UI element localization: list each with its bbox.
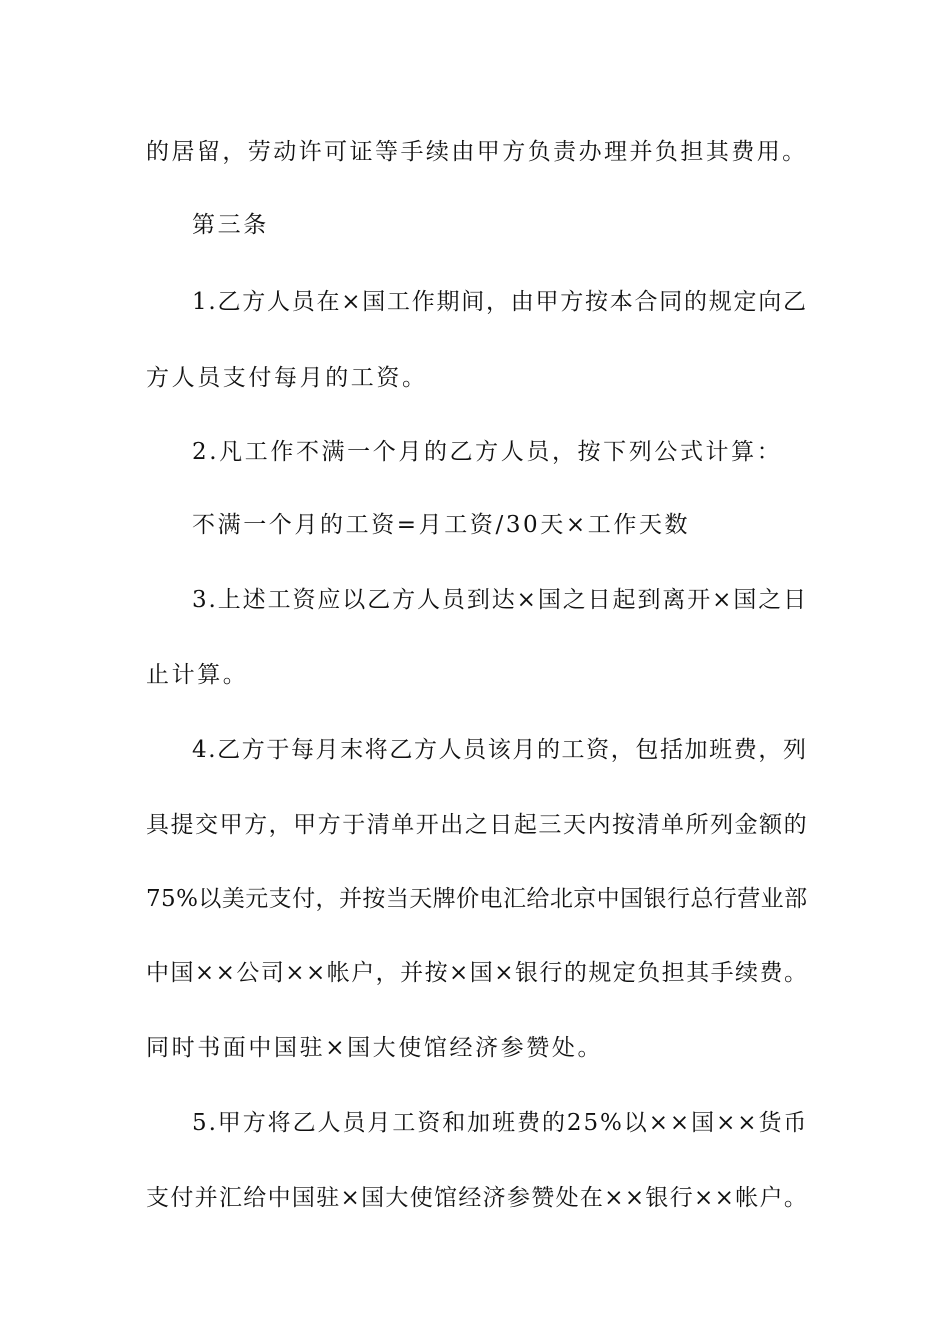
clause-5-line-1: 5.甲方将乙人员月工资和加班费的25%以××国××货币 <box>192 1110 809 1136</box>
clause-1-line-1: 1.乙方人员在×国工作期间，由甲方按本合同的规定向乙 <box>192 289 808 315</box>
clause-4-line-5: 同时书面中国驻×国大使馆经济参赞处。 <box>146 1035 604 1061</box>
clause-4-line-1: 4.乙方于每月末将乙方人员该月的工资，包括加班费，列 <box>192 737 808 763</box>
formula-line: 不满一个月的工资=月工资/30天×工作天数 <box>192 512 691 538</box>
clause-4-line-4: 中国××公司××帐户，并按×国×银行的规定负担其手续费。 <box>146 960 809 986</box>
clause-3-line-1: 3.上述工资应以乙方人员到达×国之日起到离开×国之日 <box>192 587 809 613</box>
article-heading: 第三条 <box>192 212 269 238</box>
paragraph-line-1: 的居留，劳动许可证等手续由甲方负责办理并负担其费用。 <box>146 139 808 165</box>
clause-4-line-3: 75%以美元支付，并按当天牌价电汇给北京中国银行总行营业部 <box>146 886 808 912</box>
clause-4-line-2: 具提交甲方，甲方于清单开出之日起三天内按清单所列金额的 <box>146 812 809 838</box>
clause-3-line-2: 止计算。 <box>146 662 249 688</box>
clause-5-line-2: 支付并汇给中国驻×国大使馆经济参赞处在××银行××帐户。 <box>146 1185 809 1211</box>
clause-2-line-1: 2.凡工作不满一个月的乙方人员，按下列公式计算： <box>192 439 783 465</box>
clause-1-line-2: 方人员支付每月的工资。 <box>146 365 428 391</box>
